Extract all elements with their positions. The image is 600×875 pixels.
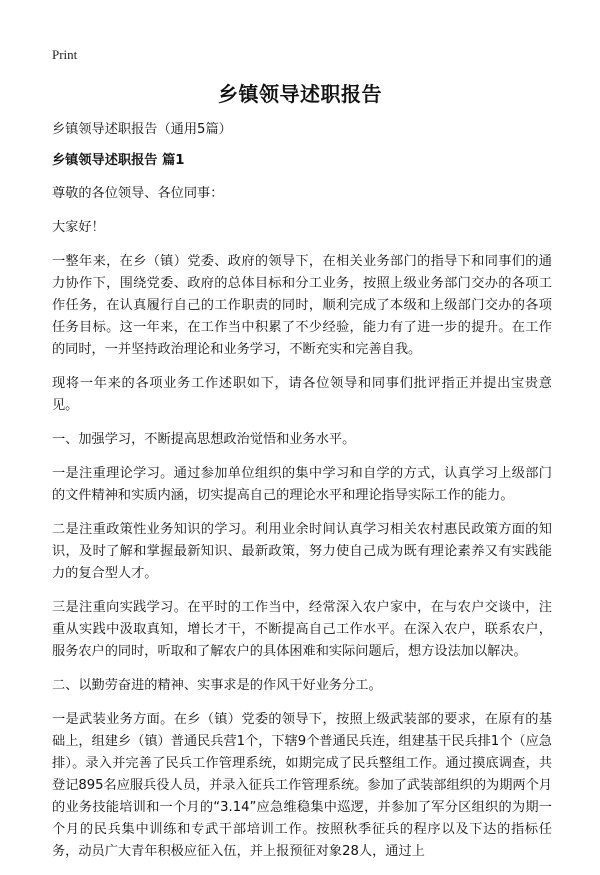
body-paragraph: 一整年来，在乡（镇）党委、政府的领导下，在相关业务部门的指导下和同事们的通力协作下，围绕党委、政府的总体目标和分工业务，按照上级业务部门交办的各项工作任务，在认真履行自己的工作职责的同时，顺利完成了本级和上级部门交办的各项任务目标。这一年来，在工作当中积累了不少经验，能力有了进一步的提升。在工作的同时，一并坚持政治理论和业务学习，不断充实和完善自我。 xyxy=(52,254,552,357)
body-paragraph: 三是注重向实践学习。在平时的工作当中，经常深入农户家中，在与农户交谈中，注重从实践中汲取真知，增长才干，不断提高自己工作水平。在深入农户，联系农户，服务农户的同时，听取和了解农户的具体困难和实际问题后，想方设法加以解决。 xyxy=(52,600,552,659)
body-paragraph: 一、加强学习，不断提高思想政治觉悟和业务水平。 xyxy=(52,432,356,447)
body-paragraph: 一是注重理论学习。通过参加单位组织的集中学习和自学的方式，认真学习上级部门的文件精神和实质内涵，切实提高自己的理论水平和理论指导实际工作的能力。 xyxy=(52,466,552,503)
page-title: 乡镇领导述职报告 xyxy=(218,82,382,106)
document-subtitle: 乡镇领导述职报告（通用5篇） xyxy=(52,122,232,137)
greeting: 大家好！ xyxy=(52,220,105,235)
section-heading: 乡镇领导述职报告 篇1 xyxy=(52,153,185,168)
body-paragraph: 现将一年来的各项业务工作述职如下，请各位领导和同事们批评指正并提出宝贵意见。 xyxy=(52,376,552,413)
body-paragraph: 一是武装业务方面。在乡（镇）党委的领导下，按照上级武装部的要求，在原有的基础上，组建乡（镇）普通民兵营1个，下辖9个普通民兵连，组建基干民兵排1个（应急排）。录入并完善了民兵工作管理系统，如期完成了民兵整组工作。通过摸底调查，共登记895名应服兵役人员，并录入征兵工作管理系统。参加了武装部组织的为期两个月的业务技能培训和一个月的“3.14”应急维稳集中巡逻，并参加了军分区组织的为期一个月的民兵集中训练和专武干部培训工作。按照秋季征兵的程序以及下达的指标任务，动员广大青年积极应征入伍，并上报预征对象28人，通过上 xyxy=(52,712,552,859)
body-paragraph: 二、以勤劳奋进的精神、实事求是的作风干好业务分工。 xyxy=(52,678,382,693)
salutation: 尊敬的各位领导、各位同事： xyxy=(52,186,224,201)
print-link[interactable]: Print xyxy=(52,47,78,62)
document-body xyxy=(52,119,552,875)
body-paragraph: 二是注重政策性业务知识的学习。利用业余时间认真学习相关农村惠民政策方面的知识，及时了解和掌握最新知识、最新政策，努力使自己成为既有理论素养又有实践能力的复合型人才。 xyxy=(52,522,552,581)
